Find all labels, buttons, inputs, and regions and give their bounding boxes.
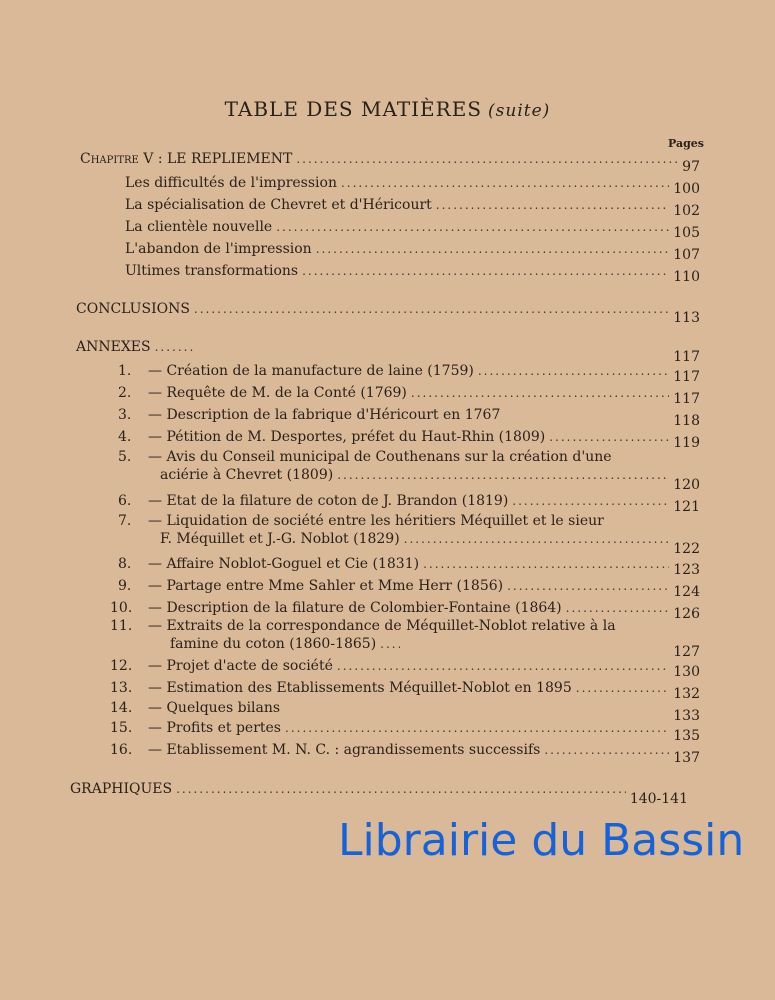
toc-chapter-row [80, 150, 700, 175]
annex-label-continuation: famine du coton (1860-1865) [170, 636, 377, 652]
annex-page: 121 [673, 499, 700, 515]
title-suite: (suite) [488, 101, 551, 121]
toc-entry-label: L'abandon de l'impression [125, 241, 312, 257]
annex-label: — Description de la fabrique d'Héricourt en 1767 [148, 407, 501, 423]
annex-page: 127 [673, 644, 700, 660]
toc-entry-page: 107 [673, 247, 700, 263]
annex-label: — Estimation des Etablissements Méquillet-Noblot en 1895 [148, 680, 572, 696]
annex-number: 9. [118, 578, 132, 594]
toc-entry-page: 102 [673, 203, 700, 219]
annex-entry-continuation [170, 635, 700, 660]
annex-number: 11. [110, 618, 133, 634]
annex-page: 117 [673, 369, 700, 385]
annex-number: 5. [118, 449, 132, 465]
annex-number: 7. [118, 513, 132, 529]
leader-dots [302, 262, 669, 280]
leader-dots [549, 428, 669, 446]
leader-dots [276, 218, 669, 236]
annex-number: 15. [110, 720, 133, 736]
annex-label: — Profits et pertes [148, 720, 281, 736]
annex-entry [118, 577, 700, 600]
leader-dots [404, 530, 670, 548]
toc-entry-label: Les difficultés de l'impression [125, 175, 337, 191]
annex-entry [118, 492, 700, 515]
annex-entry [110, 719, 700, 744]
leader-dots [436, 196, 669, 214]
annex-label: — Extraits de la correspondance de Méquillet-Noblot relative à la [148, 618, 616, 634]
leader-dots [478, 362, 669, 380]
toc-entry [125, 262, 700, 285]
annexes-page: 117 [673, 349, 700, 365]
annex-page: 135 [673, 728, 700, 744]
annex-number: 2. [118, 385, 132, 401]
chapter-page: 97 [682, 159, 700, 175]
annex-label: — Pétition de M. Desportes, préfet du Haut-Rhin (1809) [148, 429, 546, 445]
toc-entry [125, 218, 700, 241]
annex-label-continuation: aciérie à Chevret (1809) [160, 467, 334, 483]
leader-dots [380, 635, 400, 653]
conclusions-label: CONCLUSIONS [76, 301, 190, 317]
page-title [0, 97, 775, 121]
leader-dots [296, 150, 678, 168]
watermark-text: Librairie du Bassin [338, 815, 745, 866]
annex-number: 1. [118, 363, 132, 379]
toc-entry-label: La clientèle nouvelle [125, 219, 273, 235]
annex-label: — Liquidation de société entre les héritiers Méquillet et le sieur [148, 513, 604, 529]
toc-conclusions-row [76, 300, 700, 326]
leader-dots [285, 719, 669, 737]
conclusions-page: 113 [673, 310, 700, 326]
leader-dots [337, 657, 669, 675]
annex-label: — Affaire Noblot-Goguel et Cie (1831) [148, 556, 420, 572]
annex-number: 14. [110, 700, 133, 716]
annex-page: 123 [673, 562, 700, 578]
annex-entry [118, 428, 700, 451]
annex-label: — Partage entre Mme Sahler et Mme Herr (1856) [148, 578, 504, 594]
toc-entry-label: La spécialisation de Chevret et d'Héricourt [125, 197, 432, 213]
leader-dots [155, 338, 195, 356]
leader-dots [576, 679, 670, 697]
graphiques-label: GRAPHIQUES [70, 781, 173, 797]
annex-entry [118, 512, 700, 530]
toc-graphiques-row [70, 780, 688, 807]
annex-entry [118, 362, 700, 385]
leader-dots [423, 555, 669, 573]
toc-entry [125, 196, 700, 219]
graphiques-page: 140-141 [629, 791, 688, 807]
annex-page: 132 [673, 686, 700, 702]
annex-number: 10. [110, 600, 133, 616]
annex-label: — Quelques bilans [148, 700, 281, 716]
annex-entry [110, 657, 700, 680]
toc-entry [125, 240, 700, 263]
annex-label: — Avis du Conseil municipal de Couthenans sur la création d'une [148, 449, 612, 465]
annex-page: 124 [673, 584, 700, 600]
toc-entry [125, 174, 700, 197]
leader-dots [337, 466, 669, 484]
annex-number: 12. [110, 658, 133, 674]
leader-dots [194, 300, 669, 318]
annex-page: 118 [673, 413, 700, 429]
annex-page: 119 [673, 435, 700, 451]
annex-label: — Etablissement M. N. C. : agrandissements successifs [148, 742, 541, 758]
annex-page: 117 [673, 391, 700, 407]
annex-page: 130 [673, 664, 700, 680]
leader-dots [411, 384, 669, 402]
annex-entry [110, 741, 700, 766]
toc-entry-page: 110 [673, 269, 700, 285]
annex-page: 137 [673, 750, 700, 766]
annex-label: — Etat de la filature de coton de J. Brandon (1819) [148, 493, 509, 509]
annex-number: 16. [110, 742, 133, 758]
annex-entry [110, 679, 700, 702]
pages-column-label: Pages [668, 137, 704, 150]
annex-number: 8. [118, 556, 132, 572]
annexes-label: ANNEXES [76, 339, 151, 355]
annex-page: 126 [673, 606, 700, 622]
toc-annexes-row [76, 338, 700, 365]
annex-entry [110, 699, 700, 724]
annex-entry [118, 384, 700, 407]
annex-entry [118, 448, 700, 466]
chapter-label: Chapitre V : LE REPLIEMENT [80, 151, 293, 167]
annex-entry [118, 406, 700, 429]
leader-dots [316, 240, 670, 258]
annex-page: 120 [673, 477, 700, 493]
toc-entry-page: 100 [673, 181, 700, 197]
annex-label: — Requête de M. de la Conté (1769) [148, 385, 407, 401]
annex-number: 13. [110, 680, 133, 696]
annex-page: 133 [673, 708, 700, 724]
leader-dots [544, 741, 669, 759]
annex-label: — Projet d'acte de société [148, 658, 333, 674]
annex-label-continuation: F. Méquillet et J.-G. Noblot (1829) [160, 531, 400, 547]
title-text: TABLE DES MATIÈRES [224, 97, 483, 121]
annex-entry-continuation [160, 530, 700, 557]
annex-entry [118, 555, 700, 578]
toc-entry-label: Ultimes transformations [125, 263, 299, 279]
leader-dots [176, 780, 626, 798]
leader-dots [507, 577, 669, 595]
annex-entry [110, 599, 700, 622]
leader-dots [566, 599, 670, 617]
toc-entry-page: 105 [673, 225, 700, 241]
annex-label: — Description de la filature de Colombier-Fontaine (1864) [148, 600, 562, 616]
leader-dots [341, 174, 669, 192]
annex-label: — Création de la manufacture de laine (1759) [148, 363, 474, 379]
annex-page: 122 [673, 541, 700, 557]
leader-dots [512, 492, 669, 510]
annex-number: 6. [118, 493, 132, 509]
annex-entry [110, 617, 700, 635]
annex-number: 3. [118, 407, 132, 423]
annex-entry-continuation [160, 466, 700, 493]
annex-number: 4. [118, 429, 132, 445]
